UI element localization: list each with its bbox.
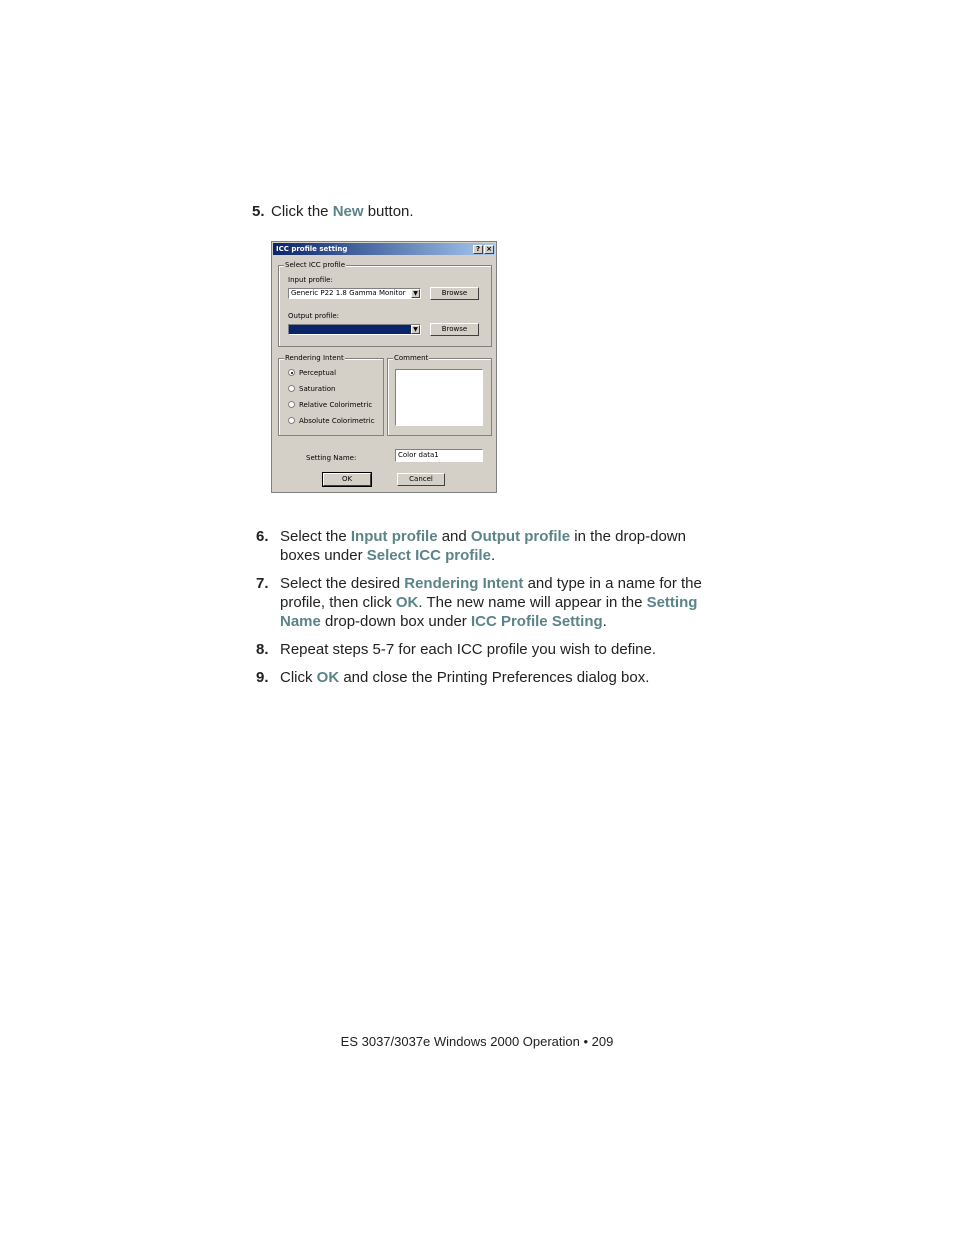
chevron-down-icon: ▼ <box>411 289 420 298</box>
group-label: Comment <box>394 354 429 362</box>
input-profile-label: Input profile: <box>288 276 333 284</box>
select-icc-profile-group <box>278 261 492 347</box>
intent-perceptual-radio[interactable]: Perceptual <box>288 369 388 378</box>
step-number: 7. <box>256 575 269 592</box>
dialog-titlebar <box>273 243 495 255</box>
step-number: 6. <box>256 528 269 545</box>
output-profile-select[interactable] <box>288 324 421 335</box>
rendering-intent-group <box>278 354 384 436</box>
step-text: Click OK and close the Printing Preferences dialog box. <box>280 669 650 686</box>
input-browse-button[interactable]: Browse <box>430 287 479 300</box>
step-number: 8. <box>256 641 269 658</box>
radio-unchecked <box>288 401 295 408</box>
output-profile-label: Output profile: <box>288 312 340 320</box>
intent-absolute-radio[interactable]: Absolute Colorimetric <box>288 417 388 426</box>
comment-group <box>387 354 492 436</box>
output-browse-button[interactable]: Browse <box>430 323 479 336</box>
intent-relative-radio[interactable]: Relative Colorimetric <box>288 401 388 410</box>
page-footer: ES 3037/3037e Windows 2000 Operation • 209 <box>340 1034 614 1049</box>
help-button[interactable]: ? <box>473 245 483 254</box>
radio-unchecked <box>288 385 295 392</box>
new-term: New <box>332 203 364 220</box>
radio-unchecked <box>288 417 295 424</box>
comment-textarea[interactable] <box>395 369 483 426</box>
radio-checked <box>288 369 295 376</box>
step-text: Click the New button. <box>271 203 414 220</box>
icc-profile-dialog <box>271 241 497 493</box>
ok-button[interactable]: OK <box>323 473 371 486</box>
close-button[interactable]: × <box>484 245 494 254</box>
step-number: 5. <box>252 203 265 220</box>
dialog-title: ICC profile setting <box>276 245 348 253</box>
chevron-down-icon: ▼ <box>411 325 420 334</box>
step-text: Repeat steps 5-7 for each ICC profile you wish to define. <box>280 641 657 658</box>
step-text: Select the Input profile and Output profile in the drop-down boxes under Select ICC profile. <box>280 528 686 564</box>
group-label: Select ICC profile <box>285 261 345 269</box>
cancel-button[interactable]: Cancel <box>397 473 445 486</box>
setting-name-input[interactable]: Color data1 <box>395 449 483 462</box>
setting-name-label: Setting Name: <box>306 454 357 462</box>
intent-saturation-radio[interactable]: Saturation <box>288 385 388 394</box>
input-profile-select[interactable]: Generic P22 1.8 Gamma Monitor ▼ <box>288 288 421 299</box>
step-number: 9. <box>256 669 269 686</box>
group-label: Rendering Intent <box>285 354 344 362</box>
step-text: Select the desired Rendering Intent and type in a name for the profile, then click OK. The new name will appear in the Setting Name drop-down box under ICC Profile Setting. <box>280 575 702 630</box>
